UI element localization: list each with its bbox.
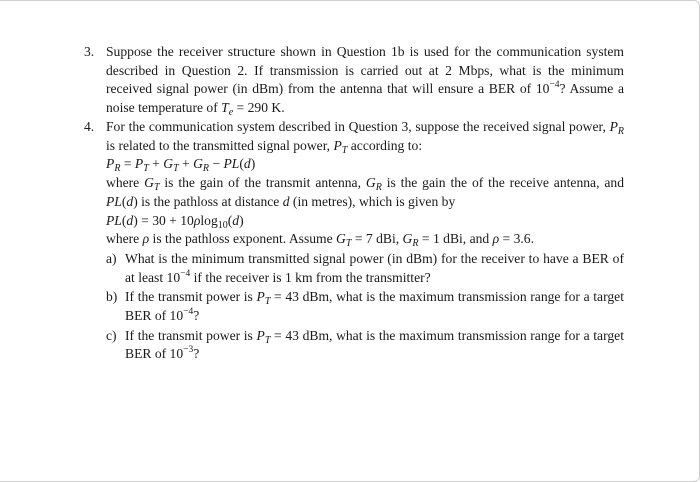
question-intro: For the communication system described in Question 3, suppose the received signal power, $P_R$ is related to the transmitted signal power, $P_T$ according to: xyxy=(106,119,624,156)
sub-question-b: b) If the transmit power is $P_T = 43$ dBm, what is the maximum transmission range for a target BER of $10^{-4}$? xyxy=(106,289,624,324)
equation-received-power: $P_R = P_T + G_T + G_R - PL(d)$ xyxy=(106,156,256,175)
question-number: 3. xyxy=(84,44,95,59)
question-text: Suppose the receiver structure shown in Question 1b is used for the communication system described in Question 2. If transmission is carried out at 2 Mbps, what is the minimum received signal power (in dBm) from the antenna that will ensure a BER of $10^{-4}$? Assume a noise temperature of $T_e = 290$ K. xyxy=(106,44,624,119)
sub-question-a: a) What is the minimum transmitted signal power (in dBm) for the receiver to have a BER of at least $10^{-4}$ if the receiver is 1 km from the transmitter? xyxy=(106,250,624,285)
where-exponent: where ρ is the pathloss exponent. Assume $G_T = 7$ dBi, $G_R = 1$ dBi, and ρ = 3.6. xyxy=(106,231,534,250)
question-4 xyxy=(84,118,624,364)
question-number: 4. xyxy=(84,119,95,134)
equation-pathloss: PL(d) = 30 + 10ρlog$_{10}$(d) xyxy=(106,212,244,231)
sub-question-c: c) If the transmit power is $P_T = 43$ dBm, what is the maximum transmission range for a target BER of $10^{-3}$? xyxy=(106,327,624,362)
question-3 xyxy=(84,43,624,118)
where-gains: where $G_T$ is the gain of the transmit antenna, $G_R$ is the gain the of the receive antenna, and PL(d) is the pathloss at distance d (in metres), which is given by xyxy=(106,175,624,209)
